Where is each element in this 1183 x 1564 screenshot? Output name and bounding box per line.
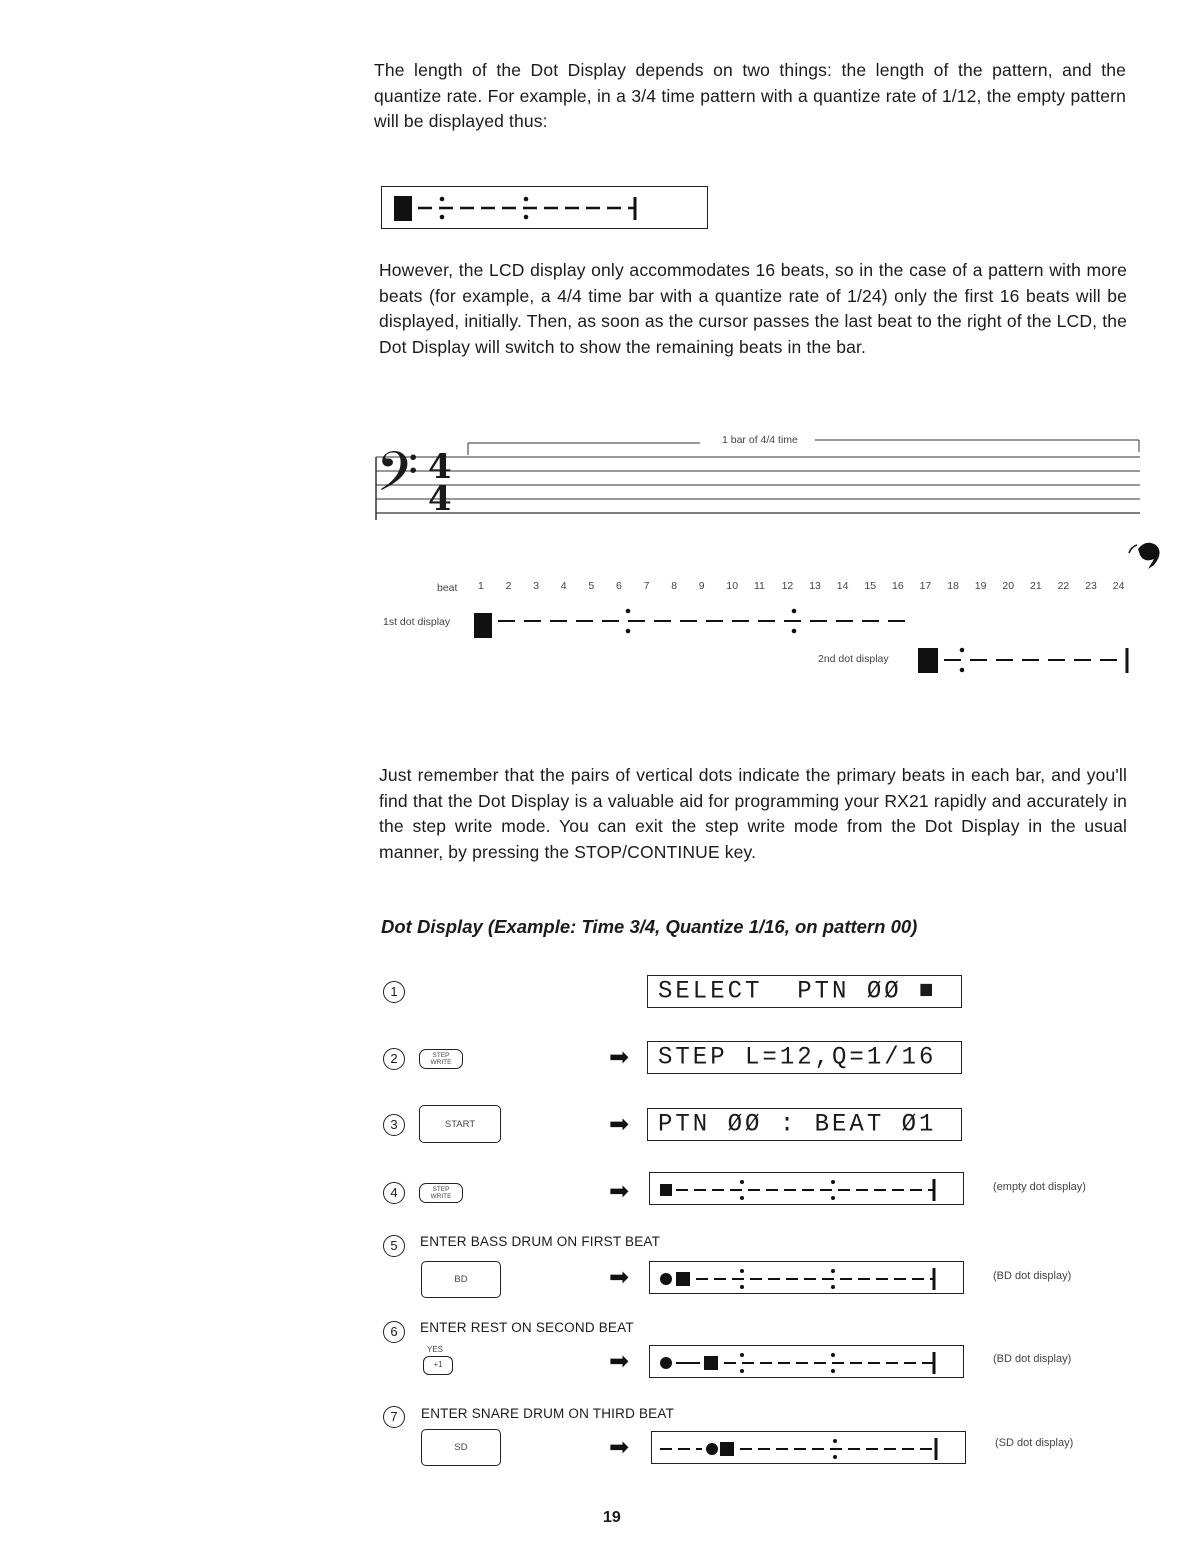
step-6-label: ENTER REST ON SECOND BEAT: [420, 1320, 634, 1335]
example-heading: Dot Display (Example: Time 3/4, Quantize 1/16, on pattern 00): [381, 916, 918, 937]
start-key[interactable]: [419, 1105, 501, 1143]
start-key-label: START: [444, 1119, 476, 1130]
beat-numbers: [468, 580, 1138, 596]
beat-number: 20: [1002, 580, 1015, 592]
summary-paragraph: Just remember that the pairs of vertical dots indicate the primary beats in each bar, and you'll find that the Dot Display is a valuable aid for programming your RX21 rapidly and accurately in the step write mode. You can exit the step write mode from the Dot Display in the usual manner, by pressing the STOP/CONTINUE key.: [379, 765, 1127, 862]
beat-number: 16: [892, 580, 904, 592]
step-1-lcd-text: SELECT PTN ØØ ■: [658, 977, 937, 1006]
step-2-lcd-text: STEP L=12,Q=1/16: [658, 1043, 937, 1072]
beat-number: 12: [781, 580, 794, 592]
rest-dot-display-graphic: [650, 1346, 965, 1379]
beat-number: 1: [478, 580, 484, 592]
beat-number: 14: [836, 580, 849, 592]
beat-number: 13: [809, 580, 821, 592]
beat-number: 23: [1085, 580, 1097, 592]
step-7-lcd: [651, 1431, 966, 1464]
beat-number: 2: [505, 580, 512, 592]
yes-plus-one-key[interactable]: [423, 1356, 453, 1375]
beat-number: 9: [698, 580, 705, 592]
yes-plus-one-key-label: +1: [433, 1360, 443, 1369]
step-4-number: 4: [383, 1182, 405, 1204]
step-4-arrow-icon: ➡: [609, 1178, 630, 1205]
beat-number: 24: [1112, 580, 1125, 592]
step-write-key-2-label: STEP WRITE: [430, 1186, 452, 1200]
step-2-arrow-icon: ➡: [609, 1044, 630, 1071]
bd-key-label: BD: [454, 1274, 468, 1285]
step-write-key-label: STEP WRITE: [430, 1052, 452, 1066]
step-3-number: 3: [383, 1114, 405, 1136]
sd-key[interactable]: [421, 1429, 501, 1466]
sd-key-label: SD: [454, 1442, 468, 1453]
step-5-lcd: [649, 1261, 964, 1294]
yes-key-caption: YES: [427, 1345, 444, 1354]
bar-label: 1 bar of 4/4 time: [718, 434, 802, 446]
step-7-arrow-icon: ➡: [609, 1434, 630, 1461]
time-signature-top: 4: [428, 447, 452, 487]
bd-dot-display-graphic: [650, 1262, 965, 1295]
beat-number: 22: [1057, 580, 1070, 592]
step-5-note: (BD dot display): [993, 1270, 1072, 1282]
beat-number: 17: [919, 580, 932, 592]
beat-number: 11: [754, 580, 765, 592]
step-5-label: ENTER BASS DRUM ON FIRST BEAT: [420, 1234, 661, 1249]
step-2-lcd: [647, 1041, 962, 1074]
step-write-key-2[interactable]: [419, 1183, 463, 1203]
beat-number: 10: [726, 580, 739, 592]
step-3-arrow-icon: ➡: [609, 1111, 630, 1138]
step-1-number: 1: [383, 981, 405, 1003]
sd-dot-display-graphic: [652, 1432, 967, 1465]
step-6-note: (BD dot display): [993, 1353, 1072, 1365]
step-5-arrow-icon: ➡: [609, 1264, 630, 1291]
beat-number: 18: [947, 580, 959, 592]
beat-number: 5: [588, 580, 595, 592]
step-4-note: (empty dot display): [993, 1181, 1086, 1193]
beat-number: 8: [671, 580, 678, 592]
step-7-note: (SD dot display): [995, 1437, 1074, 1449]
step-2-number: 2: [383, 1048, 405, 1070]
beat-number: 7: [643, 580, 650, 592]
empty-dot-display-graphic: [650, 1173, 965, 1206]
step-1-lcd: [647, 975, 962, 1008]
beat-number: 15: [864, 580, 877, 592]
time-signature-bottom: 4: [428, 479, 452, 519]
step-4-lcd: [649, 1172, 964, 1205]
lcd-paragraph: However, the LCD display only accommodates 16 beats, so in the case of a pattern with more beats (for example, a 4/4 time bar with a quantize rate of 1/24) only the first 16 beats will be displayed, initially. Then, as soon as the cursor passes the last beat to the right of the LCD, the Dot Display will switch to show the remaining beats in the bar.: [379, 260, 1127, 357]
step-7-label: ENTER SNARE DRUM ON THIRD BEAT: [421, 1406, 675, 1421]
beat-number: 19: [974, 580, 987, 592]
intro-paragraph: The length of the Dot Display depends on two things: the length of the pattern, and the quantize rate. For example, in a 3/4 time pattern with a quantize rate of 1/12, the empty pattern will be displayed thus:: [374, 60, 1126, 131]
step-5-number: 5: [383, 1235, 405, 1257]
first-display-label: 1st dot display: [383, 616, 451, 628]
step-write-key[interactable]: [419, 1049, 463, 1069]
beat-number: 3: [533, 580, 540, 592]
bass-clef-icon: 𝄢: [376, 440, 419, 517]
step-3-lcd-text: PTN ØØ : BEAT Ø1: [658, 1110, 937, 1139]
beat-number: 4: [560, 580, 567, 592]
step-7-number: 7: [383, 1406, 405, 1428]
step-6-arrow-icon: ➡: [609, 1348, 630, 1375]
step-3-lcd: [647, 1108, 962, 1141]
step-6-lcd: [649, 1345, 964, 1378]
beat-number: 6: [616, 580, 622, 592]
beat-label: beat: [437, 582, 458, 594]
step-6-number: 6: [383, 1321, 405, 1343]
page-number: 19: [603, 1509, 621, 1526]
bd-key[interactable]: [421, 1261, 501, 1298]
second-display-label: 2nd dot display: [818, 653, 889, 665]
beat-number: 21: [1030, 580, 1042, 592]
